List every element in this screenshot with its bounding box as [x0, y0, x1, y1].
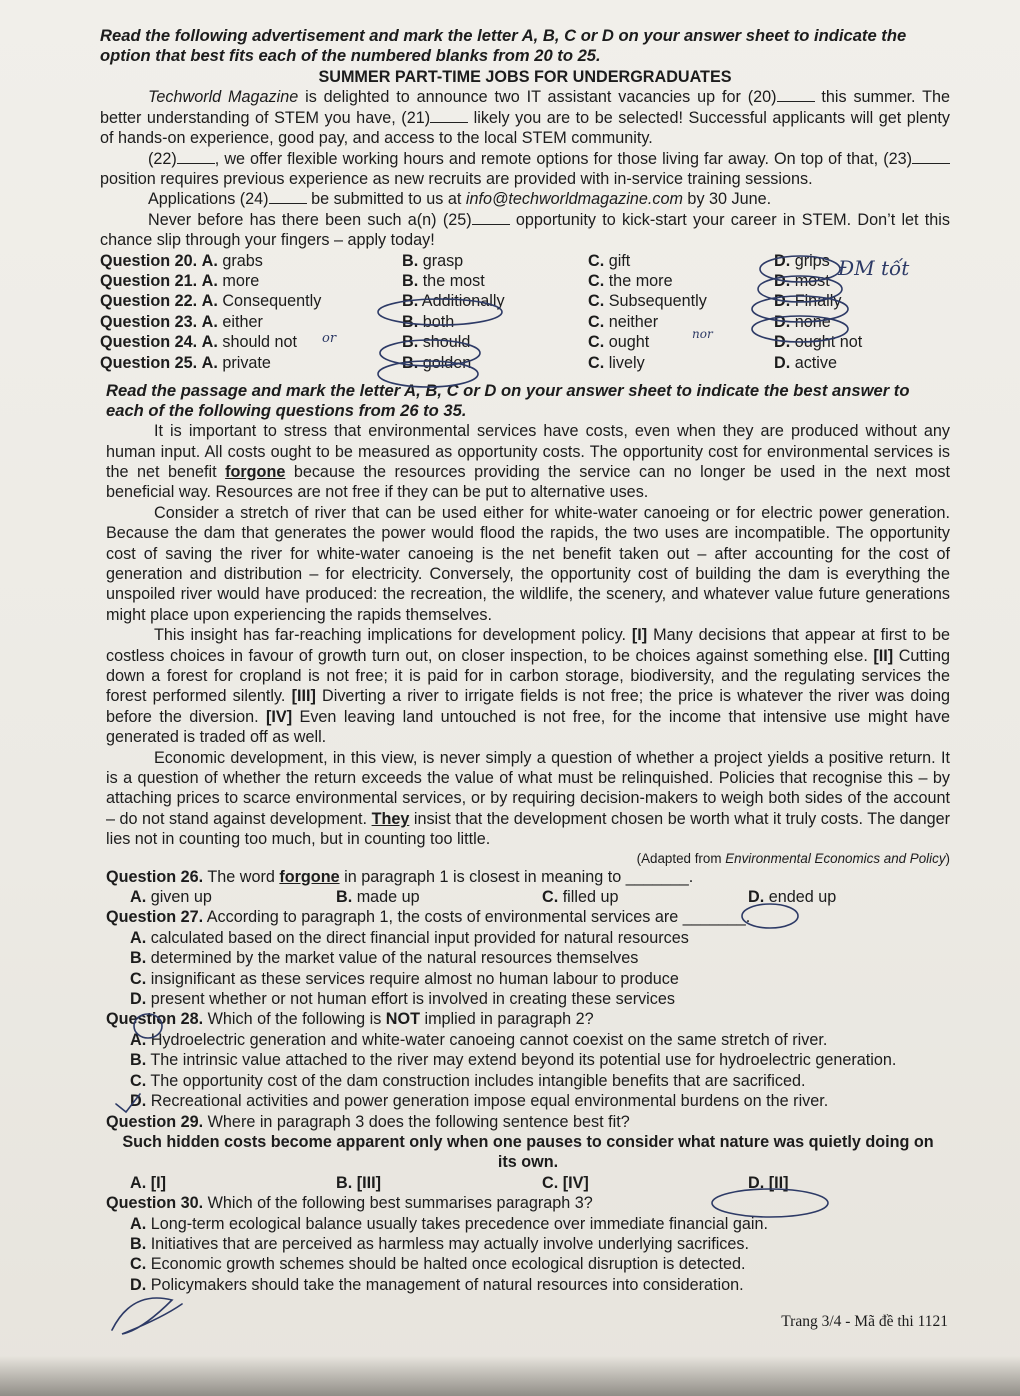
q24-option-c[interactable]: C. ought — [588, 333, 650, 352]
q24-option-b[interactable]: B. should — [402, 333, 471, 352]
email-address: info@techworldmagazine.com — [465, 190, 683, 209]
q28-option-b[interactable]: B. The intrinsic value attached to the river may extend beyond its potential use for hydroelectric generation. — [130, 1051, 897, 1070]
q27-option-b[interactable]: B. determined by the market value of the natural resources themselves — [130, 949, 639, 968]
blank-22 — [177, 149, 215, 164]
advert-title: SUMMER PART-TIME JOBS FOR UNDERGRADUATES — [318, 68, 732, 86]
q30-option-b[interactable]: B. Initiatives that are perceived as harmless may actually involve underlying sacrifices. — [130, 1234, 749, 1253]
q24-option-d[interactable]: D. ought not — [774, 333, 863, 352]
q23-option-d[interactable]: D. none — [774, 312, 831, 331]
question-27: Question 27. According to paragraph 1, the costs of environmental services are _______. — [106, 908, 751, 927]
q26-options — [106, 887, 950, 907]
passage-paragraph-2: Consider a stretch of river that can be used either for white-water canoeing or for electric power generation. Because the dam that generates the power would flood the rapids, the two uses are incompatible. The opportunity cost of saving the river for white-water canoeing is the net benefit taken out – after accounting for the cost of generation and distribution – for electricity. Conversely, the opportunity cost of building the dam is everything the unspoiled river would have produced: the recreation, the wildlife, the scenery, and whatever value future generations might place upon experiencing the rapids themselves. — [106, 503, 950, 624]
q27-option-a[interactable]: A. calculated based on the direct financial input provided for natural resources — [130, 928, 689, 947]
q23-option-a[interactable]: Question 23. A. either — [100, 312, 263, 331]
q20-option-a[interactable]: Question 20. A. grabs — [100, 251, 263, 270]
q20-option-c[interactable]: C. gift — [588, 251, 631, 270]
q28-option-a[interactable]: A. Hydroelectric generation and white-water canoeing cannot coexist on the same stretch of river. — [130, 1030, 828, 1049]
q29-option-d[interactable]: D. [II] — [748, 1173, 789, 1192]
q29-option-c[interactable]: C. [IV] — [542, 1173, 589, 1192]
advert-paragraph-1: Techworld Magazine is delighted to announce two IT assistant vacancies up for (20) this summer. The better understanding of STEM you have, (21) likely you are to be selected! Successful applicants will get plenty of hands-on experience, good pay, and access to the local STEM community. — [100, 88, 950, 148]
q25-option-a[interactable]: Question 25. A. private — [100, 353, 271, 372]
note-q23-c: nor — [692, 327, 713, 341]
passage-paragraph-1: It is important to stress that environmental services have costs, even when they are produced without any human input. All costs ought to be measured as opportunity costs. The opportunity cost for environmental services is the net benefit forgone because the resources providing the service can no longer be used in the next most beneficial way. Resources are not free if they can be put to alternative uses. — [106, 422, 950, 502]
q29-option-a[interactable]: A. [I] — [130, 1173, 166, 1192]
q25-option-d[interactable]: D. active — [774, 353, 837, 372]
section2-instruction: Read the passage and mark the letter A, B, C or D on your answer sheet to indicate the best answer to each of the following questions from 26 to 35. — [106, 381, 910, 421]
q22-option-c[interactable]: C. Subsequently — [588, 292, 707, 311]
q26-option-c[interactable]: C. filled up — [542, 888, 619, 907]
q26-option-a[interactable]: A. given up — [130, 888, 212, 907]
q22-option-a[interactable]: Question 22. A. Consequently — [100, 292, 322, 311]
page-footer: Trang 3/4 - Mã đề thi 1121 — [781, 1312, 948, 1330]
q28-option-c[interactable]: C. The opportunity cost of the dam construction includes intangible benefits that are sacrificed. — [130, 1071, 806, 1090]
section2 — [100, 381, 950, 1295]
q29-option-b[interactable]: B. [III] — [336, 1173, 381, 1192]
marker-1: [I] — [631, 626, 648, 645]
q26-option-d[interactable]: D. ended up — [748, 888, 837, 907]
q27-option-d[interactable]: D. present whether or not human effort is involved in creating these services — [130, 990, 675, 1009]
note-q20: ĐM tốt — [838, 256, 910, 280]
word-forgone: forgone — [225, 462, 286, 481]
q29-options — [106, 1173, 950, 1193]
q23-option-c[interactable]: C. neither — [588, 312, 659, 331]
questions-20-25 — [100, 251, 950, 373]
q20-option-b[interactable]: B. grasp — [402, 251, 464, 270]
blank-23 — [912, 149, 950, 164]
note-q23-a: or — [322, 331, 337, 346]
q22-option-d[interactable]: D. Finally — [774, 292, 842, 311]
question-30: Question 30. Which of the following best summarises paragraph 3? — [106, 1194, 593, 1213]
q25-option-b[interactable]: B. golden — [402, 353, 472, 372]
blank-20 — [777, 87, 815, 102]
passage-source: (Adapted from Environmental Economics and Policy) — [636, 850, 950, 866]
marker-2: [II] — [873, 646, 894, 665]
blank-25 — [472, 210, 510, 225]
q30-option-d[interactable]: D. Policymakers should take the management of natural resources into consideration. — [130, 1275, 744, 1294]
magazine-name: Techworld Magazine — [148, 88, 299, 107]
advert-paragraph-3: Applications (24) be submitted to us at info@techworldmagazine.com by 30 June. — [148, 190, 772, 209]
q21-option-a[interactable]: Question 21. A. more — [100, 272, 260, 291]
marker-4: [IV] — [266, 707, 293, 726]
word-they: They — [371, 809, 410, 828]
q30-option-a[interactable]: A. Long-term ecological balance usually takes precedence over immediate financial gain. — [130, 1214, 768, 1233]
q28-option-d[interactable]: D. Recreational activities and power generation impose equal environmental burdens on the river. — [130, 1092, 829, 1111]
q26-option-b[interactable]: B. made up — [336, 888, 420, 907]
q23-option-b[interactable]: B. both — [402, 312, 455, 331]
q21-option-d[interactable]: D. most — [774, 272, 830, 291]
q27-option-c[interactable]: C. insignificant as these services require almost no human labour to produce — [130, 969, 679, 988]
q29-sentence: Such hidden costs become apparent only when one pauses to consider what nature was quietly doing on its own. — [122, 1132, 934, 1172]
question-26: Question 26. The word forgone in paragraph 1 is closest in meaning to _______. — [106, 867, 694, 886]
q21-option-c[interactable]: C. the more — [588, 272, 673, 291]
question-29: Question 29. Where in paragraph 3 does the following sentence best fit? — [106, 1112, 630, 1131]
section1-instruction: Read the following advertisement and mark the letter A, B, C or D on your answer sheet to indicate the option that best fits each of the numbered blanks from 20 to 25. — [100, 26, 907, 65]
q22-option-b[interactable]: B. Additionally — [402, 292, 505, 311]
advert-paragraph-4: Never before has there been such a(n) (25) opportunity to kick-start your career in STEM. Don’t let this chance slip through your fingers – apply today! — [100, 210, 950, 250]
blank-24 — [269, 189, 307, 204]
q21-option-b[interactable]: B. the most — [402, 272, 485, 291]
blank-21 — [430, 108, 468, 123]
question-28: Question 28. Which of the following is NOT implied in paragraph 2? — [106, 1010, 594, 1029]
passage-paragraph-4: Economic development, in this view, is never simply a question of whether a project yields a positive return. It is a question of whether the return exceeds the value of what must be relinquished. Policies that recognise this – by attaching prices to scarce environmental services, or by requiring decision-makers to weigh both sides of the account – do not stand against development. They insist that the development chosen be worth what it truly costs. The danger lies not in counting too much, but in counting too little. — [106, 748, 950, 849]
marker-3: [III] — [291, 687, 316, 706]
q24-option-a[interactable]: Question 24. A. should not — [100, 333, 298, 352]
q30-option-c[interactable]: C. Economic growth schemes should be halted once ecological disruption is detected. — [130, 1255, 746, 1274]
q25-option-c[interactable]: C. lively — [588, 353, 645, 372]
advert-paragraph-2: (22) , we offer flexible working hours and remote options for those living far away. On top of that, (23) position requires previous experience as new recruits are provided with in-service training sessions. — [100, 149, 950, 190]
passage-paragraph-3: This insight has far-reaching implications for development policy. [I] Many decisions that appear at first to be costless choices in favour of growth turn out, on closer inspection, to be choices against something else. [II] Cutting down a forest for cropland is not free; it is paid for in carbon storage, biodiversity, and the regulating services the forest performed silently. [III] Diverting a river to irrigate fields is not free; the price is whatever the river was doing before the diversion. [IV] Even leaving land untouched is not free, for the income that intensive use might have generated is traded off as well. — [106, 626, 950, 747]
q20-option-d[interactable]: D. grips — [774, 251, 830, 270]
bottom-shadow — [0, 1356, 1020, 1396]
